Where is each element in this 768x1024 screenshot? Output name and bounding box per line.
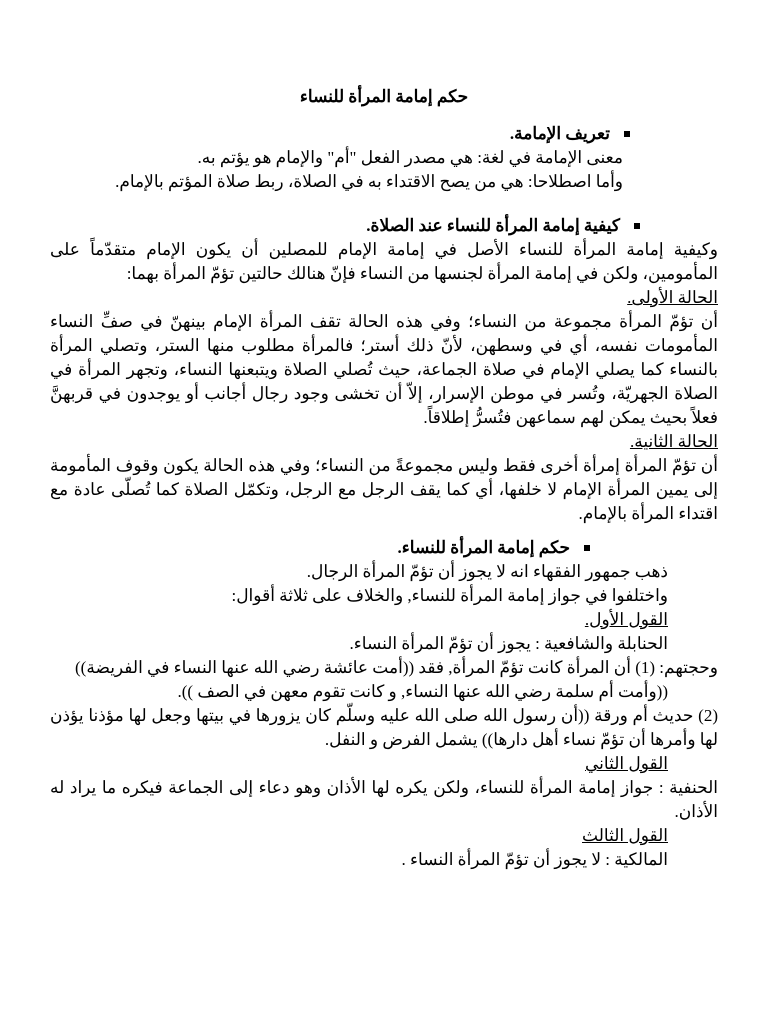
- opinion2-label: القول الثاني: [585, 754, 668, 773]
- bullet-icon: [624, 131, 630, 137]
- section-heading-text: تعريف الإمامة.: [509, 124, 610, 143]
- bullet-icon: [634, 223, 640, 229]
- definition-technical: وأما اصطلاحا: هي من يصح الاقتداء به في الصلاة، ربط صلاة المؤتم بالإمام.: [115, 172, 623, 191]
- opinion3-text: المالكية : لا يجوز أن تؤمّ المرأة النساء .: [401, 850, 668, 869]
- bullet-icon: [584, 545, 590, 551]
- page-title: حكم إمامة المرأة للنساء: [299, 87, 469, 106]
- opinion1-proof-umm-salama: ((وأمت أم سلمة رضي الله عنها النساء, و كانت تقوم معهن في الصف )).: [177, 682, 668, 701]
- opinion1-proof-umm-waraqa: (2) حديث أم ورقة ((أن رسول الله صلى الله عليه وسلّم كان يزورها في بيتها وجعل لها مؤذنا يؤذن لها وأمرها أن تؤمّ نساء أهل دارها)) يشمل الفرض و النفل.: [50, 706, 718, 749]
- opinion3-label: القول الثالث: [582, 826, 668, 845]
- definition-linguistic: معنى الإمامة في لغة: هي مصدر الفعل "أم" والإمام هو يؤتم به.: [197, 148, 623, 167]
- case2-paragraph: أن تؤمّ المرأة إمرأة أخرى فقط وليس مجموعةً من النساء؛ وفي هذه الحالة يكون وقوف المأمومة إلى يمين المرأة الإمام لا خلفها، أي كما يقف الرجل مع الرجل، وتكمّل الصلاة كما تُصلّى عادة مع اقتداء المرأة بالإمام.: [50, 456, 718, 523]
- ruling-dispute-line: واختلفوا في جواز إمامة المرأة للنساء, والخلاف على ثلاثة أقوال:: [231, 586, 668, 605]
- section-heading-method: [50, 214, 718, 238]
- opinion1-label: القول الأول.: [584, 610, 668, 629]
- ruling-majority-line: ذهب جمهور الفقهاء انه لا يجوز أن تؤمّ المرأة الرجال.: [306, 562, 668, 581]
- opinion2-text: الحنفية : جواز إمامة المرأة للنساء، ولكن يكره لها الأذان وهو دعاء إلى الجماعة فيكره ما يراد له الأذان.: [50, 778, 718, 821]
- opinion1-line: الحنابلة والشافعية : يجوز أن تؤمّ المرأة النساء.: [349, 634, 668, 653]
- case1-paragraph: أن تؤمّ المرأة مجموعة من النساء؛ وفي هذه الحالة تقف المرأة الإمام بينهنّ في صفِّ النساء المأمومات نفسه، أي في وسطهن، لأنّ ذلك أستر؛ فالمرأة مطلوب منها الستر، وتصلي المرأة بالنساء كما يصلي الإمام في صلاة الجماعة، حيث تُصلي الصلاة ويتبعنها النساء، وتجهر المرأة في الصلاة الجهريّة، وتُسر في موطن الإسرار، إلاّ أن تخشى وجود رجال أجانب أو يوجدون في قربهنَّ فعلاً بحيث يمكن لهم سماعهن فتُسرُّ إطلاقاً.: [50, 312, 718, 427]
- section-heading-text: كيفية إمامة المرأة للنساء عند الصلاة.: [366, 216, 620, 235]
- section-heading-definition: [50, 122, 718, 146]
- section-heading-text: حكم إمامة المرأة للنساء.: [397, 538, 570, 557]
- opinion1-proof: وحجتهم: (1) أن المرأة كانت تؤمّ المرأة, فقد ((أمت عائشة رضي الله عنها النساء في الفريضة)): [75, 658, 718, 677]
- method-intro-paragraph: وكيفية إمامة المرأة للنساء الأصل في إمامة الإمام للمصلين أن يكون الإمام متقدّماً على المأمومين، ولكن في إمامة المرأة لجنسها من النساء فإنّ هنالك حالتين تؤمّ المرأة بهما:: [50, 240, 718, 283]
- case2-label: الحالة الثانية.: [629, 432, 718, 451]
- section-heading-ruling: [50, 536, 718, 560]
- case1-label: الحالة الأولى.: [627, 288, 718, 307]
